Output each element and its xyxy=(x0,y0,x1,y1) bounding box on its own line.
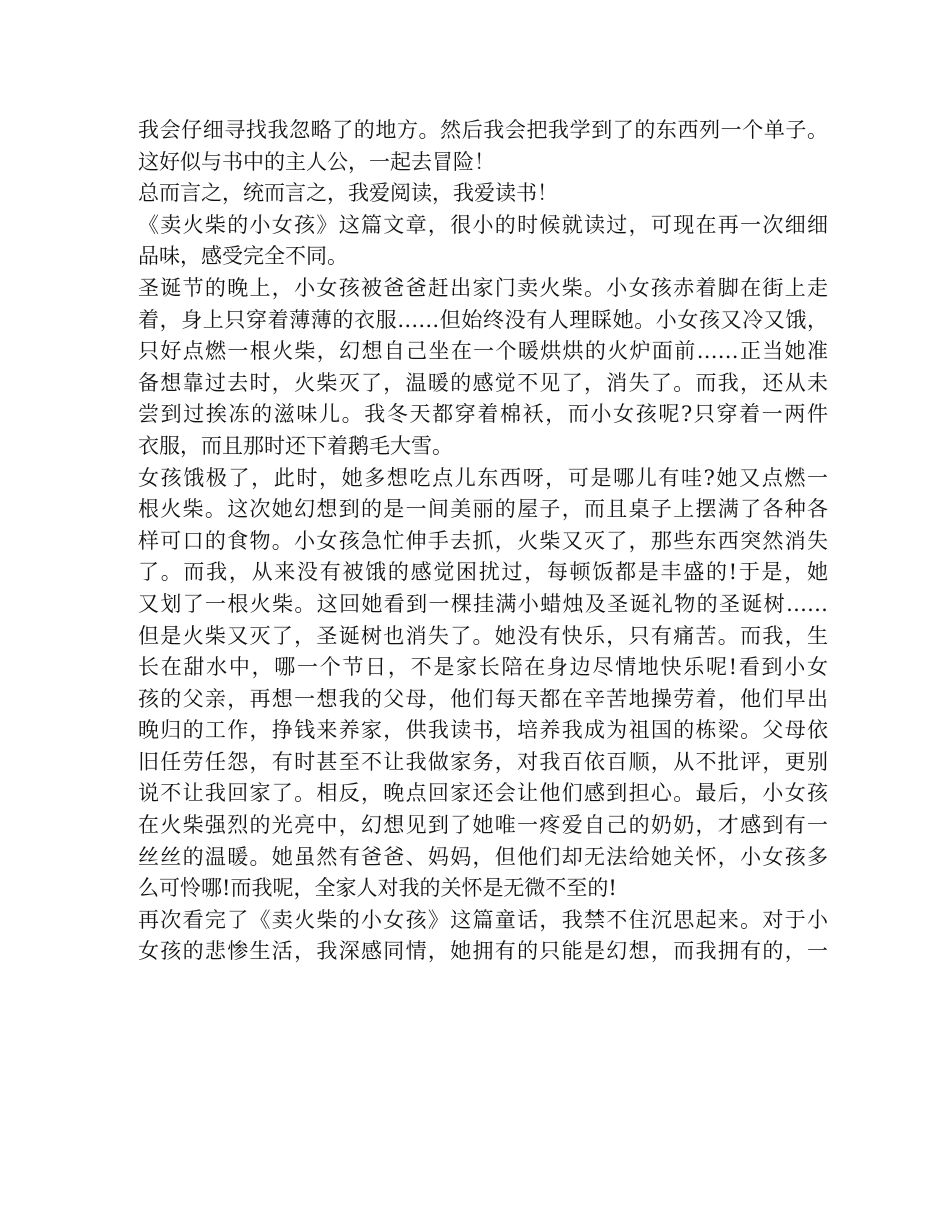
text-line: 旧任劳任怨，有时甚至不让我做家务，对我百依百顺，从不批评，更别 xyxy=(138,749,828,774)
text-line: 衣服，而且那时还下着鹅毛大雪。 xyxy=(138,433,453,458)
text-line: 备想靠过去时，火柴灭了，温暖的感觉不见了，消失了。而我，还从未 xyxy=(138,370,828,395)
document-body xyxy=(138,115,828,968)
text-line: 着，身上只穿着薄薄的衣服……但始终没有人理睬她。小女孩又冷又饿， xyxy=(138,307,828,332)
text-line: 但是火柴又灭了，圣诞树也消失了。她没有快乐，只有痛苦。而我，生 xyxy=(138,623,828,648)
text-line: 晚归的工作，挣钱来养家，供我读书，培养我成为祖国的栋梁。父母依 xyxy=(138,718,828,743)
text-line: 样可口的食物。小女孩急忙伸手去抓，火柴又灭了，那些东西突然消失 xyxy=(138,528,828,553)
text-line: 我会仔细寻找我忽略了的地方。然后我会把我学到了的东西列一个单子。 xyxy=(138,118,828,142)
text-line: 根火柴。这次她幻想到的是一间美丽的屋子，而且桌子上摆满了各种各 xyxy=(138,497,828,522)
text-line: 么可怜哪!而我呢，全家人对我的关怀是无微不至的! xyxy=(138,876,617,901)
text-line: 说不让我回家了。相反，晚点回家还会让他们感到担心。最后，小女孩 xyxy=(138,781,828,806)
text-line: 女孩的悲惨生活，我深感同情，她拥有的只能是幻想，而我拥有的，一 xyxy=(138,939,828,964)
text-line: 尝到过挨冻的滋味儿。我冬天都穿着棉袄，而小女孩呢?只穿着一两件 xyxy=(138,402,828,427)
text-line: 只好点燃一根火柴，幻想自己坐在一个暖烘烘的火炉面前……正当她准 xyxy=(138,339,828,364)
text-line: 丝丝的温暖。她虽然有爸爸、妈妈，但他们却无法给她关怀，小女孩多 xyxy=(138,844,828,869)
text-line: 在火柴强烈的光亮中，幻想见到了她唯一疼爱自己的奶奶，才感到有一 xyxy=(138,813,828,838)
text-line: 总而言之，统而言之，我爱阅读，我爱读书！ xyxy=(138,181,558,206)
text-line: 了。而我，从来没有被饿的感觉困扰过，每顿饭都是丰盛的!于是，她 xyxy=(138,560,828,585)
text-line: 这好似与书中的主人公，一起去冒险！ xyxy=(138,149,495,174)
text-line: 圣诞节的晚上，小女孩被爸爸赶出家门卖火柴。小女孩赤着脚在街上走 xyxy=(138,275,828,300)
text-line: 长在甜水中，哪一个节日，不是家长陪在身边尽情地快乐呢!看到小女 xyxy=(138,655,828,680)
text-line: 再次看完了《卖火柴的小女孩》这篇童话，我禁不住沉思起来。对于小 xyxy=(138,907,828,932)
text-line: 又划了一根火柴。这回她看到一棵挂满小蜡烛及圣诞礼物的圣诞树…… xyxy=(138,591,828,616)
text-line: 女孩饿极了，此时，她多想吃点儿东西呀，可是哪儿有哇?她又点燃一 xyxy=(138,465,828,490)
text-line: 《卖火柴的小女孩》这篇文章，很小的时候就读过，可现在再一次细细 xyxy=(138,212,828,237)
text-line: 孩的父亲，再想一想我的父母，他们每天都在辛苦地操劳着，他们早出 xyxy=(138,686,828,711)
text-line: 品味，感受完全不同。 xyxy=(138,244,348,269)
